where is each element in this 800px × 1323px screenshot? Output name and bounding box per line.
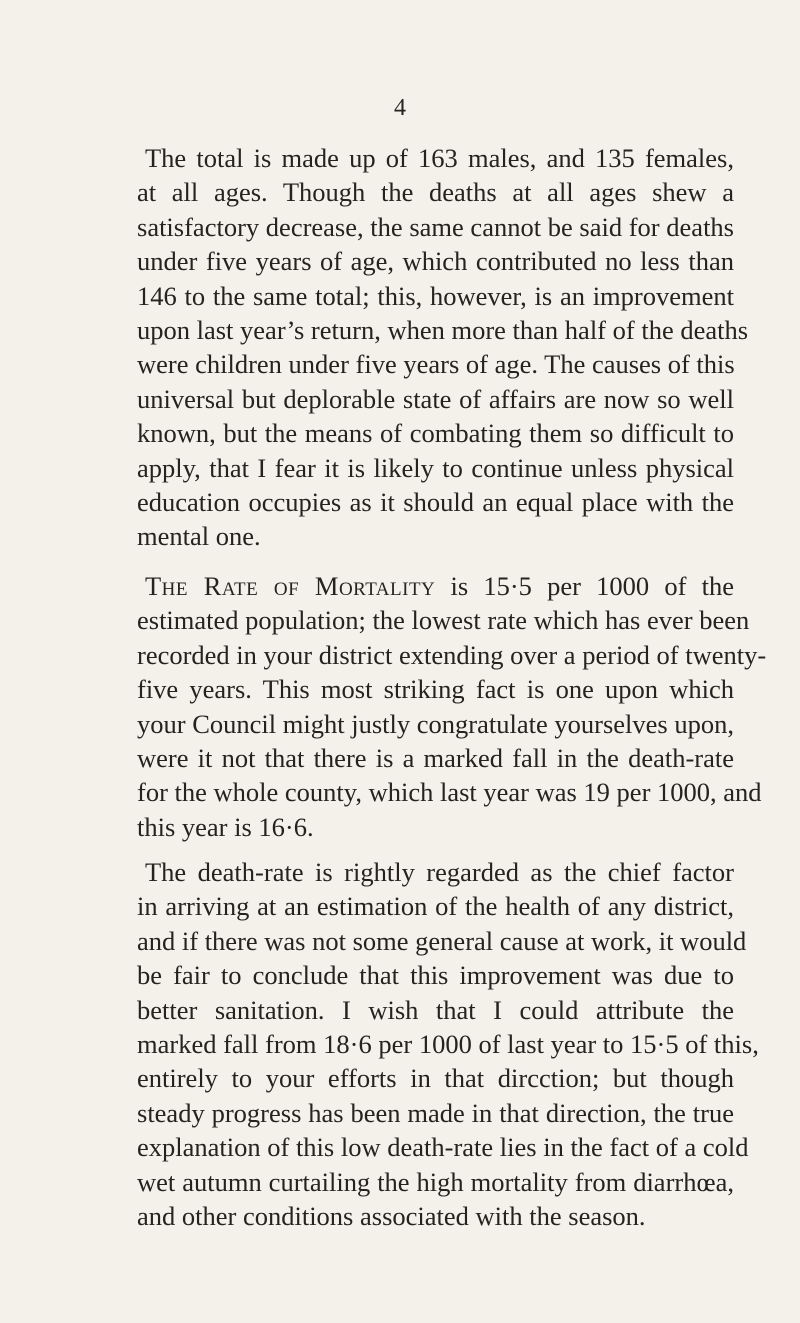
text-line: explanation of this low death-rate lies in the fact of a cold (137, 1132, 749, 1163)
text-line: apply, that I fear it is likely to continue unless physical (137, 452, 734, 483)
paragraph-total-deaths (137, 141, 749, 554)
text-line: and other conditions associated with the season. (137, 1201, 646, 1232)
text-line: steady progress has been made in that direction, the true (137, 1097, 734, 1128)
paragraph-death-rate-factor (137, 855, 759, 1233)
heading-line-rest: is 15·5 per 1000 of the (435, 571, 734, 601)
text-line: recorded in your district extending over a period of twenty- (137, 639, 767, 670)
text-line: estimated population; the lowest rate which has ever been (137, 605, 750, 636)
text-line: satisfactory decrease, the same cannot be said for deaths (137, 211, 734, 242)
text-line: education occupies as it should an equal place with the (137, 487, 734, 518)
text-line: for the whole county, which last year was 19 per 1000, and (137, 777, 762, 808)
paragraph-rate-of-mortality (137, 569, 767, 844)
text-line: better sanitation. I wish that I could attribute the (137, 994, 734, 1025)
text-line: mental one. (137, 521, 261, 552)
text-line: 146 to the same total; this, however, is an improvement (137, 280, 734, 311)
text-line: your Council might justly congratulate yourselves upon, (137, 708, 734, 739)
text-line: were children under five years of age. The causes of this (137, 349, 735, 380)
text-line: at all ages. Though the deaths at all ages shew a (137, 177, 734, 208)
text-line: five years. This most striking fact is one upon which (137, 674, 734, 705)
text-line: this year is 16·6. (137, 811, 314, 842)
text-line: upon last year’s return, when more than half of the deaths (137, 315, 749, 346)
text-line: marked fall from 18·6 per 1000 of last year to 15·5 of this, (137, 1029, 759, 1060)
text-line: known, but the means of combating them so difficult to (137, 418, 734, 449)
text-line: under five years of age, which contributed no less than (137, 246, 734, 277)
text-line (137, 569, 734, 603)
text-line: and if there was not some general cause at work, it would (137, 925, 747, 956)
text-line: in arriving at an estimation of the health of any district, (137, 891, 734, 922)
text-line: be fair to conclude that this improvement was due to (137, 960, 734, 991)
text-line: The total is made up of 163 males, and 135 females, (145, 143, 734, 173)
text-line: entirely to your efforts in that dircction; but though (137, 1063, 734, 1094)
section-heading: The Rate of Mortality (145, 571, 436, 601)
text-line: were it not that there is a marked fall in the death-rate (137, 743, 734, 774)
page-number: 4 (394, 95, 406, 121)
text-line: The death-rate is rightly regarded as the chief factor (145, 857, 734, 887)
text-line: universal but deplorable state of affairs are now so well (137, 383, 734, 414)
text-line: wet autumn curtailing the high mortality from diarrhœa, (137, 1166, 734, 1197)
